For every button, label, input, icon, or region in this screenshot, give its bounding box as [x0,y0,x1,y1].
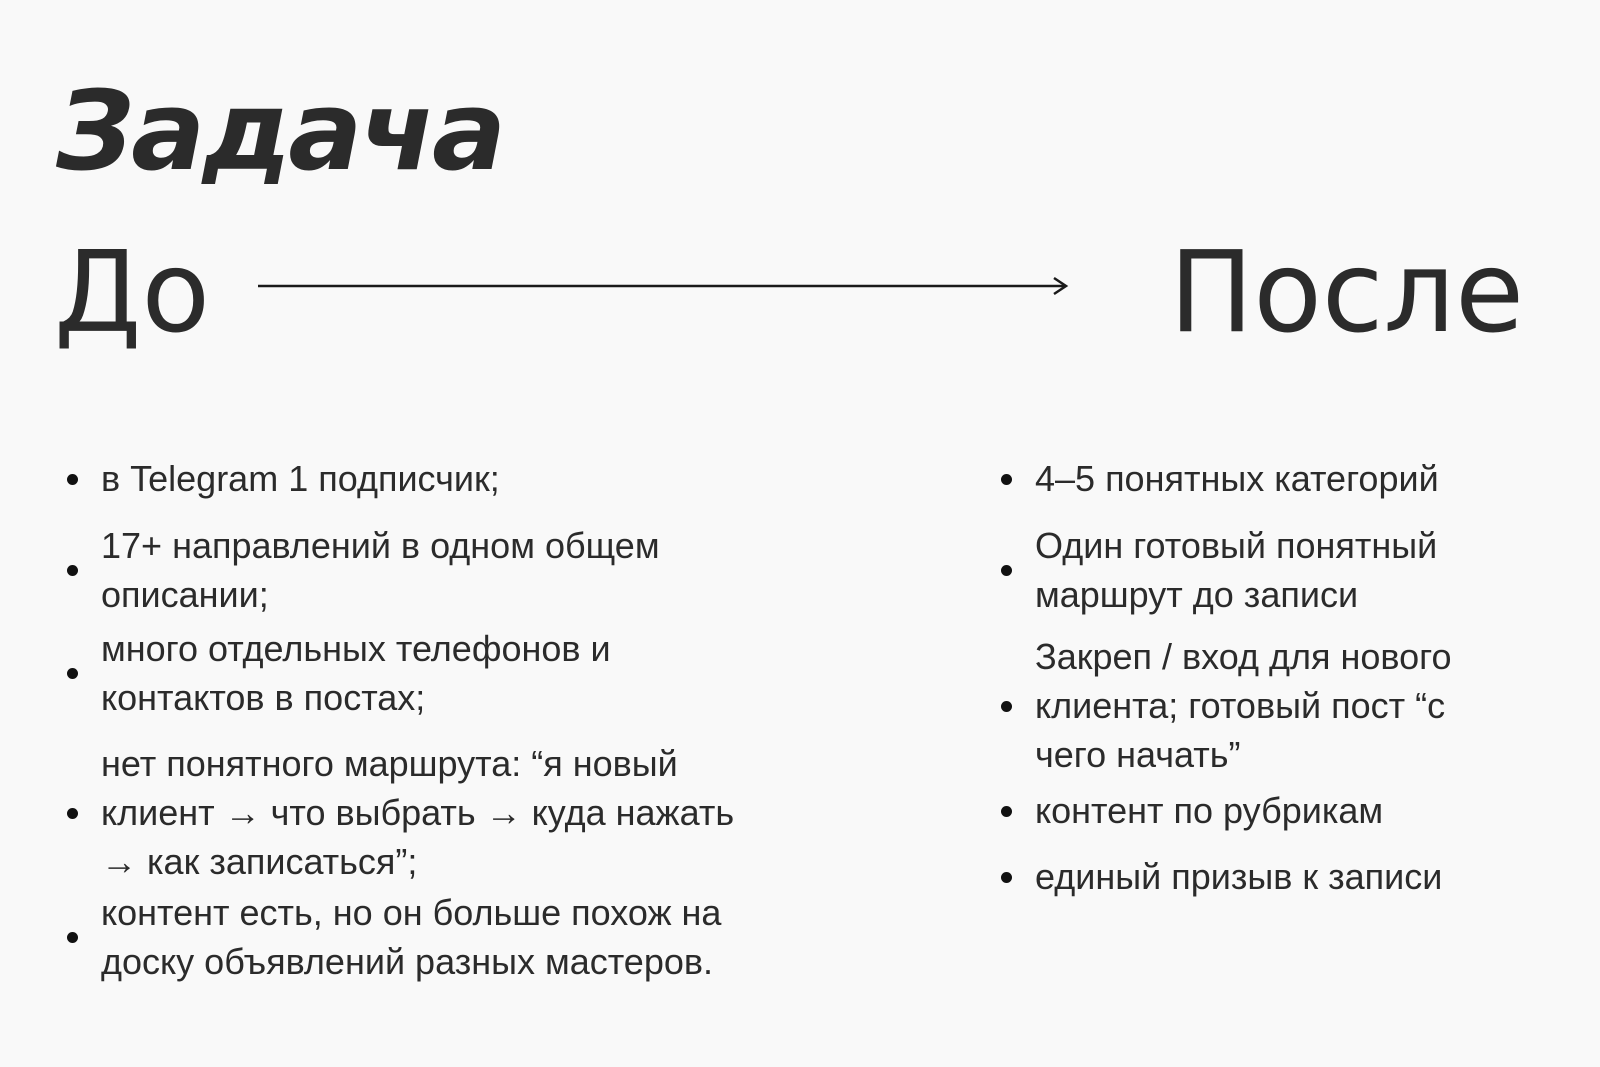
after-heading: После [1169,228,1524,358]
bullet-dot-icon [1001,806,1012,817]
list-item-text: в Telegram 1 подписчик; [101,458,500,499]
bullet-dot-icon [67,668,78,679]
list-item-text: контент есть, но он больше похож на доску объявлений разных мастеров. [101,892,722,982]
before-list [101,454,781,986]
list-item [1035,521,1505,619]
list-item [101,888,781,986]
bullet-dot-icon [67,932,78,943]
list-item-text: 17+ направлений в одном общем описании; [101,525,660,615]
list-item-text: контент по рубрикам [1035,790,1384,831]
list-item [1035,786,1505,835]
bullet-dot-icon [1001,565,1012,576]
list-item [1035,852,1505,901]
list-item [101,624,781,722]
list-item [101,521,781,619]
list-item-text: 4–5 понятных категорий [1035,458,1439,499]
list-item [101,454,781,503]
list-item-text: Один готовый понятный маршрут до записи [1035,525,1438,615]
list-item [1035,632,1505,779]
list-item-text: единый призыв к записи [1035,856,1443,897]
bullet-dot-icon [1001,701,1012,712]
bullet-dot-icon [1001,474,1012,485]
list-item-text: Закреп / вход для нового клиента; готовый пост “с чего начать” [1035,636,1452,775]
bullet-dot-icon [67,565,78,576]
bullet-dot-icon [67,808,78,819]
page-title: Задача [56,67,504,195]
arrow-right-icon [258,276,1070,296]
before-heading: До [54,228,211,358]
after-list [1035,454,1505,901]
list-item-text: нет понятного маршрута: “я новый клиент → что выбрать → куда нажать → как записаться”; [101,743,735,882]
list-item [1035,454,1505,503]
list-item-text: много отдельных телефонов и контактов в постах; [101,628,611,718]
bullet-dot-icon [67,474,78,485]
list-item [101,739,781,886]
bullet-dot-icon [1001,872,1012,883]
